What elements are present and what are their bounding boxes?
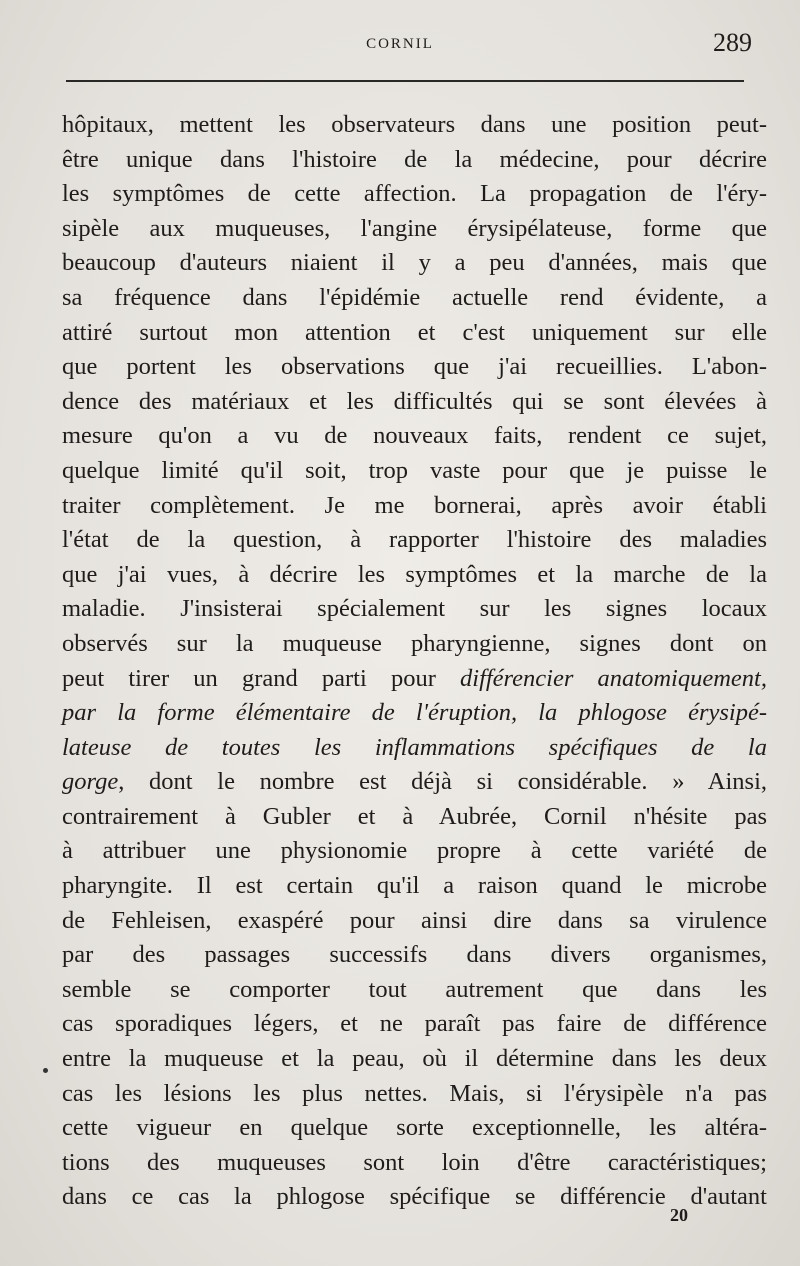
page-number: 289 xyxy=(713,28,752,57)
text-line-mixed xyxy=(62,662,767,697)
text-line: que j'ai vues, à décrire les symptômes et la marche de la xyxy=(62,560,767,588)
text-line: entre la muqueuse et la peau, où il détermine dans les deux xyxy=(62,1045,767,1073)
text-line: dence des matériaux et les difficultés qui se sont élevées à xyxy=(62,387,767,415)
text-line-mixed xyxy=(62,765,767,800)
text-fragment: peut tirer un grand parti pour xyxy=(62,664,461,692)
text-line: tions des muqueuses sont loin d'être caractéristiques; xyxy=(62,1148,767,1176)
text-line-italic xyxy=(62,731,767,766)
text-line: cas sporadiques légers, et ne paraît pas faire de différence xyxy=(62,1010,767,1038)
text-line: traiter complètement. Je me bornerai, après avoir établi xyxy=(62,491,767,519)
text-line: être unique dans l'histoire de la médecine, pour décrire xyxy=(62,145,767,173)
signature-mark: 20 xyxy=(670,1205,688,1225)
body-text xyxy=(62,108,767,1215)
italic-fragment: différencier anatomiquement, xyxy=(460,664,767,692)
text-line: cas les lésions les plus nettes. Mais, si l'érysipèle n'a pas xyxy=(62,1079,767,1107)
text-line: sa fréquence dans l'épidémie actuelle rend évidente, a xyxy=(62,283,767,311)
text-line: attiré surtout mon attention et c'est uniquement sur elle xyxy=(62,318,767,346)
text-line: maladie. J'insisterai spécialement sur les signes locaux xyxy=(62,595,767,623)
ink-speck xyxy=(43,1068,48,1073)
italic-fragment: par la forme élémentaire de l'éruption, la phlogose érysipé- xyxy=(62,699,767,727)
text-fragment: , dont le nombre est déjà si considérable. » Ainsi, xyxy=(118,768,767,796)
text-line: de Fehleisen, exaspéré pour ainsi dire dans sa virulence xyxy=(62,906,767,934)
running-head xyxy=(0,28,800,68)
italic-fragment: gorge xyxy=(62,768,119,796)
text-line: sipèle aux muqueuses, l'angine érysipélateuse, forme que xyxy=(62,214,767,242)
text-line: par des passages successifs dans divers organismes, xyxy=(62,941,767,969)
text-line: cette vigueur en quelque sorte exceptionnelle, les altéra- xyxy=(62,1114,767,1142)
text-line: dans ce cas la phlogose spécifique se différencie d'autant xyxy=(62,1183,767,1211)
text-line: mesure qu'on a vu de nouveaux faits, rendent ce sujet, xyxy=(62,422,767,450)
text-line: quelque limité qu'il soit, trop vaste pour que je puisse le xyxy=(62,456,767,484)
text-line: beaucoup d'auteurs niaient il y a peu d'années, mais que xyxy=(62,249,767,277)
text-line: pharyngite. Il est certain qu'il a raison quand le microbe xyxy=(62,872,767,900)
header-rule xyxy=(66,80,744,82)
text-line: les symptômes de cette affection. La propagation de l'éry- xyxy=(62,180,767,208)
text-line: hôpitaux, mettent les observateurs dans une position peut- xyxy=(62,111,767,138)
text-line: semble se comporter tout autrement que dans les xyxy=(62,975,767,1003)
running-title: CORNIL xyxy=(366,36,434,52)
text-line: contrairement à Gubler et à Aubrée, Cornil n'hésite pas xyxy=(62,802,767,830)
text-line: l'état de la question, à rapporter l'histoire des maladies xyxy=(62,526,767,554)
text-line: à attribuer une physionomie propre à cette variété de xyxy=(62,837,767,865)
italic-fragment: lateuse de toutes les inflammations spécifiques de la xyxy=(62,733,767,761)
text-line: observés sur la muqueuse pharyngienne, signes dont on xyxy=(62,629,767,657)
text-line-italic xyxy=(62,696,767,731)
text-line: que portent les observations que j'ai recueillies. L'abon- xyxy=(62,353,767,381)
